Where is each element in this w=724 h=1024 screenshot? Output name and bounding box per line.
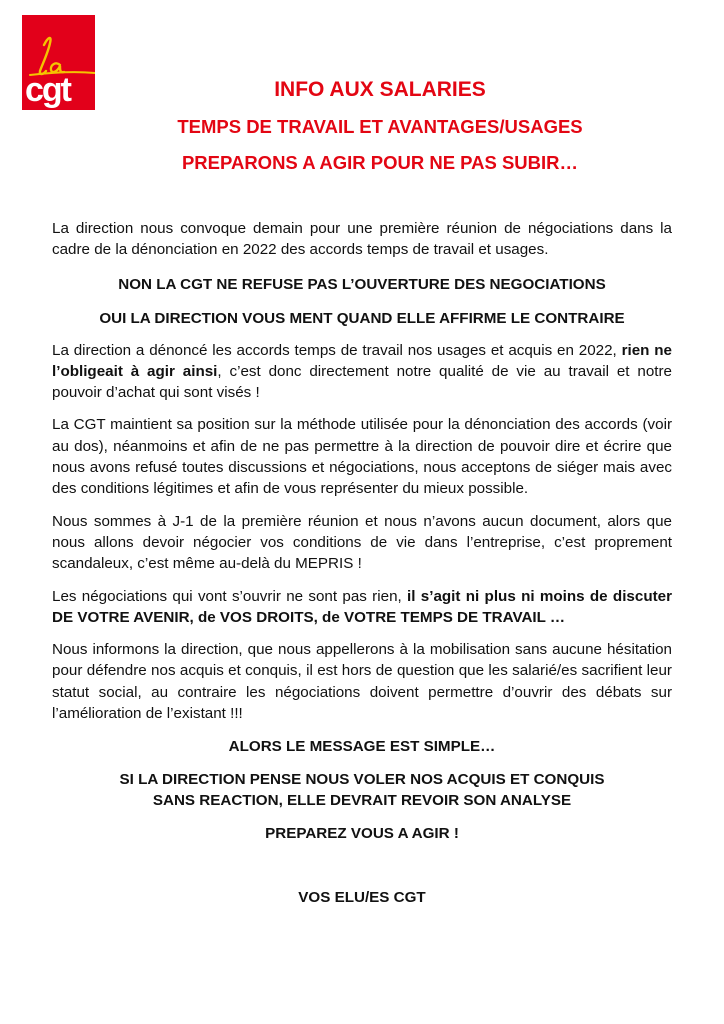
heading-message-simple: ALORS LE MESSAGE EST SIMPLE… [228,738,496,756]
svg-text:cgt: cgt [25,71,70,109]
paragraph-6: Nous informons la direction, que nous appellerons à la mobilisation sans aucune hésitation pour défendre nos acquis et conquis, il est hors de question que les salarié/es sacrifient leur statut social, au contraire les négociations doivent permettre d’ouvrir des débats sur l’amélioration de l’existant !!! [52,641,672,723]
cgt-logo-graphic [22,15,95,110]
header [100,76,660,175]
paragraph-5-bold: il s’agit ni plus ni moins de discuter DE VOTRE AVENIR, de VOS DROITS, de VOTRE TEMPS DE TRAVAIL … [52,587,673,626]
paragraph-2-text-a: La direction a dénoncé les accords temps de travail nos usages et acquis en 2022, [52,341,622,359]
heading-si-la-direction-line-1: SI LA DIRECTION PENSE NOUS VOLER NOS ACQUIS ET CONQUIS [119,771,605,789]
paragraph-5 [52,586,672,629]
document-body [52,218,672,908]
heading-preparez-vous: PREPAREZ VOUS A AGIR ! [265,825,459,843]
paragraph-2-text-c: , c’est donc directement notre qualité de vie au travail et notre pouvoir d’achat qui sont visés ! [52,362,672,402]
cgt-logo [22,15,95,110]
paragraph-5-text-a: Les négociations qui vont s’ouvrir ne sont pas rien, [52,587,408,605]
paragraph-2-bold: rien ne l’obligeait à agir ainsi [52,341,672,380]
heading-si-la-direction-line-2: SANS REACTION, ELLE DEVRAIT REVOIR SON ANALYSE [152,792,572,810]
page-subtitle-2: PREPARONS A AGIR POUR NE PAS SUBIR… [181,152,579,173]
paragraph-3: La CGT maintient sa position sur la méthode utilisée pour la dénonciation des accords (voir au dos), néanmoins et afin de ne pas permettre à la direction de pouvoir dire et écrire que nous avons refusé toutes discussions et négociations, nous acceptons de siéger mais avec des conditions légitimes et afin de vous représenter du mieux possible. [52,416,672,498]
page-title: INFO AUX SALARIES [274,78,486,101]
paragraph-1: La direction nous convoque demain pour une première réunion de négociations dans la cadre de la dénonciation en 2022 des accords temps de travail et usages. [52,220,672,259]
signature: VOS ELU/ES CGT [298,889,426,907]
page-subtitle-1: TEMPS DE TRAVAIL ET AVANTAGES/USAGES [177,116,583,137]
heading-non-la-cgt: NON LA CGT NE REFUSE PAS L’OUVERTURE DES NEGOCIATIONS [118,275,606,293]
heading-oui-la-direction: OUI LA DIRECTION VOUS MENT QUAND ELLE AFFIRME LE CONTRAIRE [99,309,625,327]
paragraph-2 [52,340,672,404]
paragraph-4: Nous sommes à J-1 de la première réunion et nous n’avons aucun document, alors que nous allons devoir négocier vos conditions de vie dans l’entreprise, c’est proprement scandaleux, c’est même au-delà du MEPRIS ! [52,512,672,573]
